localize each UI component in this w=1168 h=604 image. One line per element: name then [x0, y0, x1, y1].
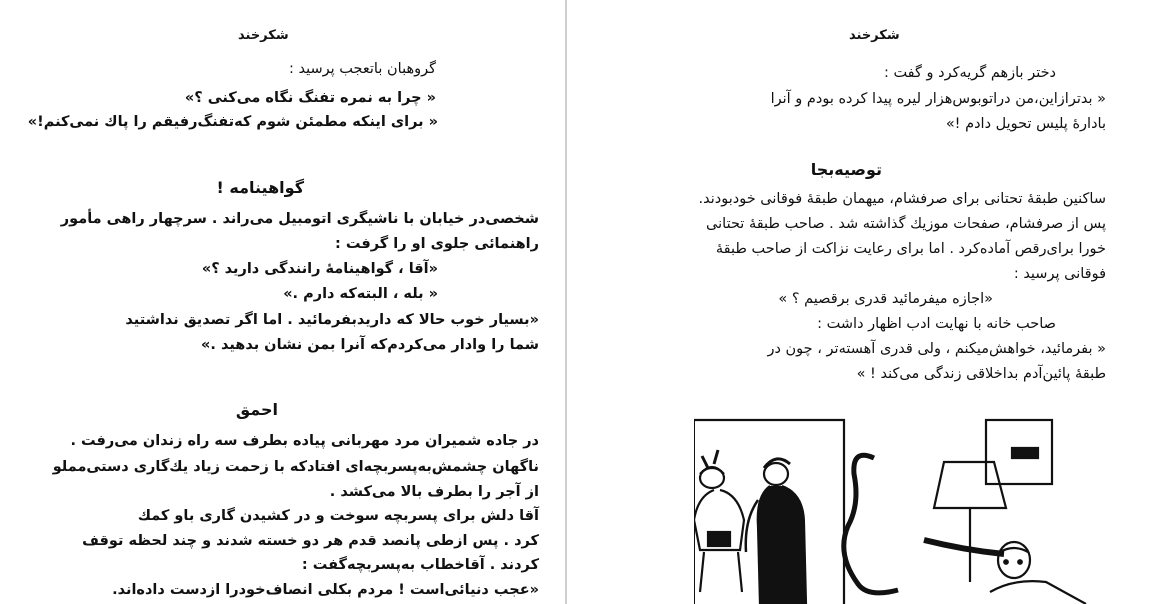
page-gutter	[565, 0, 567, 604]
text-line: طبقهٔ پائین‌آدم بداخلاقی زندگی می‌کند ! »	[856, 366, 1106, 382]
text-line: «بسیار خوب حالا که داریدبفرمائید . اما اگر تصدیق نداشتید	[125, 312, 539, 328]
text-line: «عجب دنیائی‌است ! مردم بکلی انصاف‌خودرا ازدست داده‌اند.	[112, 582, 539, 598]
text-line: بادارهٔ پلیس تحویل دادم !»	[945, 116, 1106, 132]
text-line: « بله ، البته‌که دارم .»	[283, 286, 438, 302]
text-line: شما را وادار می‌کردم‌که آنرا بمن نشان بدهید .»	[201, 337, 539, 353]
running-head: شکرخند	[849, 28, 900, 43]
section-heading: احمق	[235, 400, 278, 419]
text-line: فوقانی پرسید :	[1013, 266, 1106, 282]
text-line: راهنمائی جلوی او را گرفت :	[335, 236, 539, 252]
text-line: خورا برای‌رقص آماده‌کرد . اما برای رعایت نزاکت از صاحب طبقهٔ	[715, 241, 1106, 257]
text-line: دختر بازهم گریه‌کرد و گفت :	[883, 65, 1056, 81]
text-line: از آجر را بطرف بالا می‌کشد .	[329, 484, 539, 500]
section-heading: گواهینامه !	[216, 178, 304, 197]
text-line: صاحب خانه با نهایت ادب اظهار داشت :	[817, 316, 1056, 332]
text-line: « چرا به نمره تفنگ نگاه می‌کنی ؟»	[184, 90, 436, 106]
text-line: « بدترازاین،من دراتوبوس‌هزار لیره پیدا کرده بودم و آنرا	[770, 91, 1106, 107]
text-line: «اجازه میفرمائید قدری برقصیم ؟ »	[778, 291, 993, 307]
text-line: « بفرمائید، خواهش‌میکنم ، ولی قدری آهسته‌تر ، چون در	[767, 341, 1106, 357]
text-line: ساکنین طبقهٔ تحتانی برای صرفشام، میهمان طبقهٔ فوقانی خودبودند.	[698, 191, 1106, 207]
section-heading: توصیه‌بجا	[810, 160, 882, 179]
text-line: «آقا ، گواهینامهٔ رانندگی دارید ؟»	[201, 261, 438, 277]
text-line: پس از صرفشام، صفحات موزیك گذاشته شد . صاحب طبقهٔ تحتانی	[706, 216, 1106, 232]
text-line: ناگهان چشمش‌به‌پسربچه‌ای افتادکه با زحمت زیاد یك‌گاری دستی‌مملو	[52, 459, 539, 475]
cartoon-illustration	[694, 412, 1114, 604]
text-line: کردند . آقاخطاب به‌پسربچه‌گفت :	[301, 557, 539, 573]
left-page	[0, 0, 566, 604]
text-line: آقا دلش برای پسربچه سوخت و در کشیدن گاری باو کمك	[137, 508, 539, 524]
text-line: در جاده شمیران مرد مهربانی پیاده بطرف سه راه زندان می‌رفت .	[70, 433, 539, 449]
text-line: کرد . پس ازطی پانصد قدم هر دو خسته شدند و چند لحظه توقف	[82, 533, 539, 549]
text-line: گروهبان باتعجب پرسید :	[289, 61, 436, 77]
text-line: « برای اینکه مطمئن شوم که‌تفنگ‌رفیقم را پاك نمی‌کنم!»	[27, 114, 438, 130]
running-head: شکرخند	[238, 28, 289, 43]
text-line: شخصی‌در خیابان با ناشیگری اتومبیل می‌راند . سرچهار راهی مأمور	[60, 211, 539, 227]
